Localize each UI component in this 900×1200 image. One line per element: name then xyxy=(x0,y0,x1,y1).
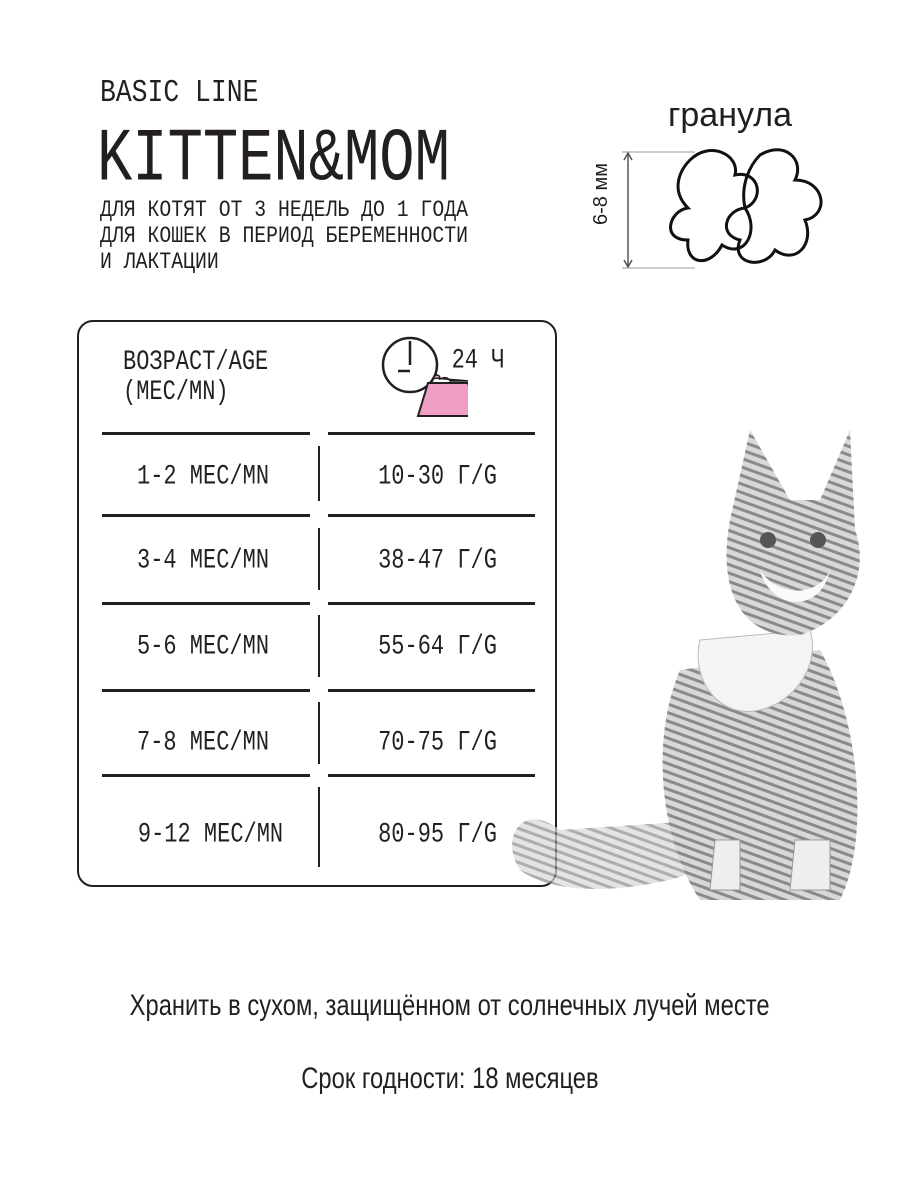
brand-line xyxy=(100,76,280,110)
age-header-line: (МЕС/MN) xyxy=(123,376,229,408)
subtitle-line: И ЛАКТАЦИИ xyxy=(100,249,219,275)
table-row xyxy=(370,546,505,575)
table-row xyxy=(128,546,278,575)
age-cell: 7-8 МЕС/MN xyxy=(137,726,270,759)
age-cell: 5-6 МЕС/MN xyxy=(137,630,270,663)
subtitle-line: ДЛЯ КОШЕК В ПЕРИОД БЕРЕМЕННОСТИ xyxy=(100,223,468,249)
table-row xyxy=(128,632,278,661)
amount-cell: 70-75 Г/G xyxy=(378,726,497,759)
table-row xyxy=(370,728,505,757)
table-row xyxy=(370,462,505,491)
amount-cell: 38-47 Г/G xyxy=(378,544,497,577)
age-header-line: ВОЗРАСТ/AGE xyxy=(123,346,269,378)
age-column-header xyxy=(123,346,288,406)
shelf-life xyxy=(0,1063,900,1094)
daily-header xyxy=(448,346,508,376)
granule-shape-icon xyxy=(600,140,840,275)
age-cell: 9-12 МЕС/MN xyxy=(137,818,284,851)
brand-line-text: BASIC LINE xyxy=(100,76,259,112)
table-row xyxy=(128,728,278,757)
subtitle-line: ДЛЯ КОТЯТ ОТ 3 НЕДЕЛЬ ДО 1 ГОДА xyxy=(100,197,468,223)
storage-text: Хранить в сухом, защищённом от солнечных лучей месте xyxy=(130,988,770,1022)
table-row xyxy=(370,820,505,849)
table-row xyxy=(370,632,505,661)
table-row xyxy=(128,462,278,491)
daily-header-text: 24 Ч xyxy=(451,344,505,377)
product-subtitle xyxy=(100,197,528,275)
age-cell: 3-4 МЕС/MN xyxy=(137,544,270,577)
age-cell: 1-2 МЕС/MN xyxy=(137,460,270,493)
product-title-text: KITTEN&MOM xyxy=(97,118,450,203)
table-row xyxy=(128,820,293,849)
cat-illustration xyxy=(500,420,880,920)
product-title xyxy=(97,118,457,203)
granule-size: 6-8 мм xyxy=(590,163,612,225)
amount-cell: 55-64 Г/G xyxy=(378,630,497,663)
storage-instructions xyxy=(0,990,900,1021)
shelf-life-text: Срок годности: 18 месяцев xyxy=(301,1061,599,1095)
amount-cell: 10-30 Г/G xyxy=(378,460,497,493)
amount-cell: 80-95 Г/G xyxy=(378,818,497,851)
granule-label: гранула xyxy=(668,96,792,134)
